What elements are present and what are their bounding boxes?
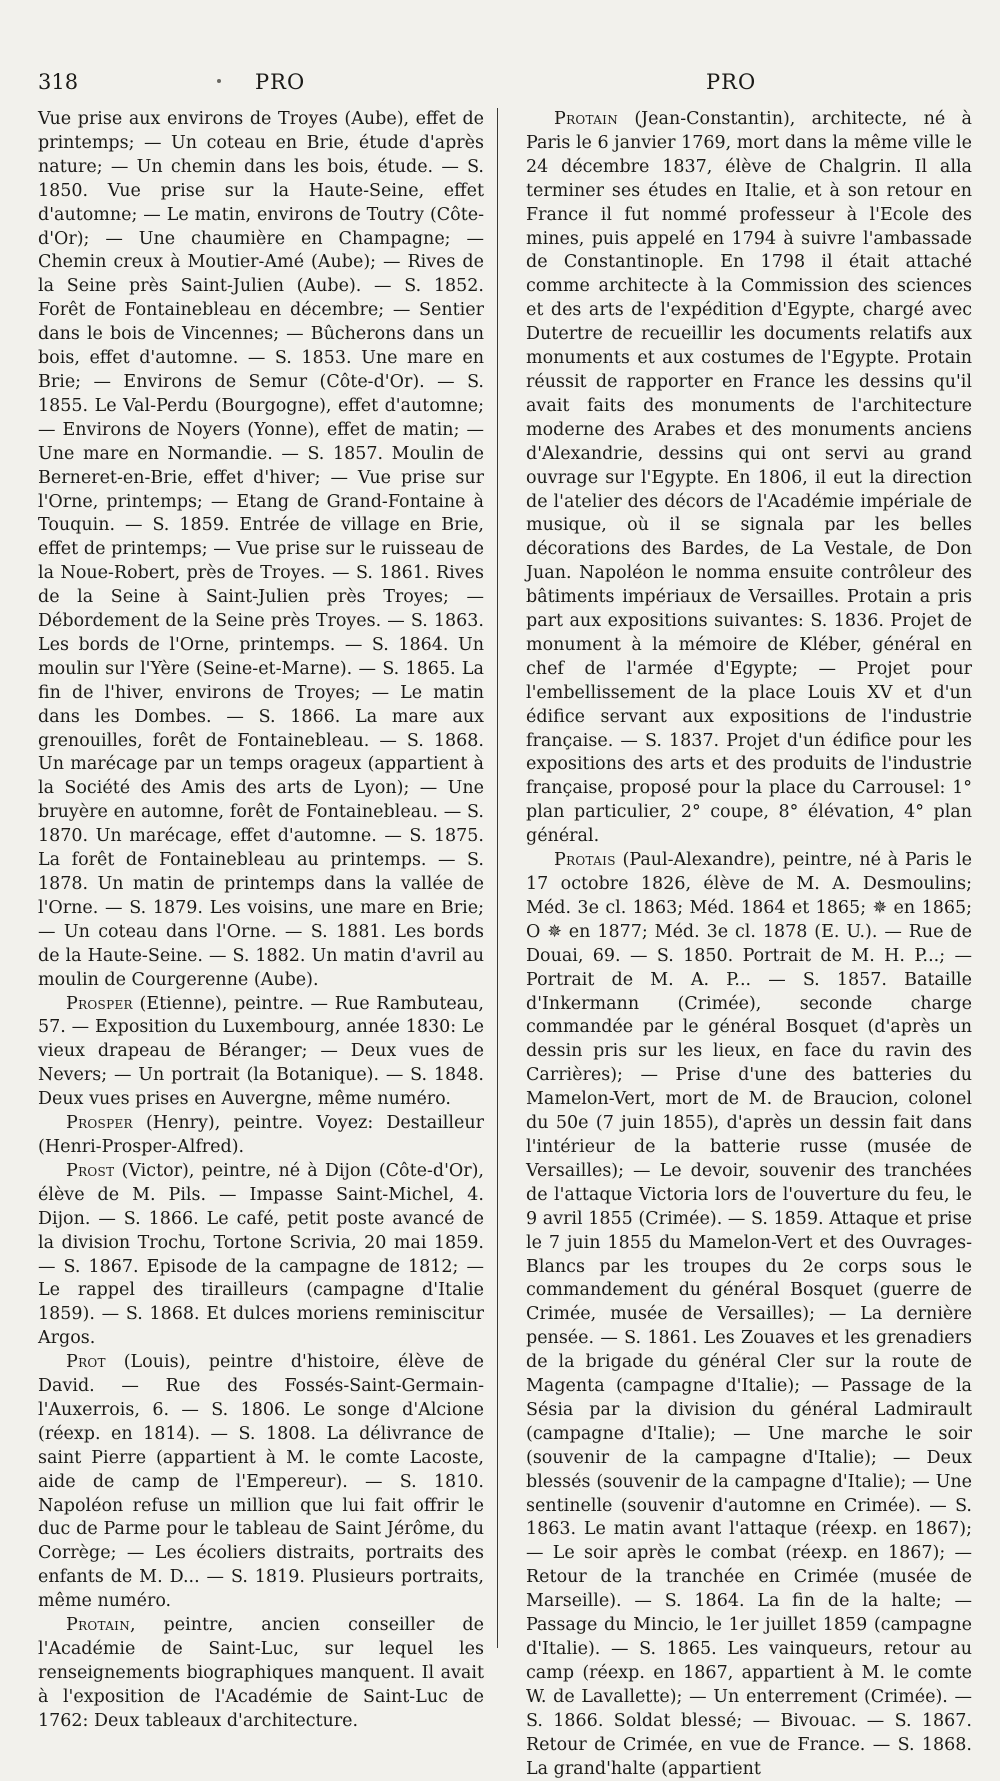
entry-text: (Jean-Constantin), architecte, né à Paris le 6 janvier 1769, mort dans la même ville le 24 décembre 1837, élève de Chalgrin. Il alla terminer ses études en Italie, et à son retour en France il fut nommé professeur à l'Ecole des mines, puis appelé en 1794 à suivre l'ambassade de Constantinople. En 1798 il était attaché comme architecte à la Commission des sciences et des arts de l'expédition d'Egypte, chargé avec Dutertre de recueillir les documents relatifs aux monuments et aux costumes de l'Egypte. Protain réussit de rapporter en France les dessins qu'il avait faits des monuments de l'architecture moderne des Arabes et des monuments anciens d'Alexandrie, dessins qui ont servi au grand ouvrage sur l'Egypte. En 1806, il eut la direction de l'atelier des décors de l'Académie impériale de musique, où il se signala par les belles décorations des Bardes, de La Vestale, de Don Juan. Napoléon le nomma ensuite contrôleur des bâtiments impériaux de Versailles. Protain a pris part aux expositions suivantes: S. 1836. Projet de monument à la mémoire de Kléber, général en chef de l'armée d'Egypte; — Projet pour l'embellissement de la place Louis XV et d'un édifice servant aux expositions de l'industrie française. — S. 1837. Projet d'un édifice pour les expositions des arts et des produits de l'industrie française, proposé pour la place du Carrousel: 1° plan particulier, 2° coupe, 8° élévation, 4° plan général. (526, 109, 972, 847)
entry-name: Protain (554, 109, 619, 129)
entry-text: , peintre, ancien conseiller de l'Académie de Saint-Luc, sur lequel les renseignements biographiques manquent. Il avait à l'exposition de l'Académie de Saint-Luc de 1762: Deux tableaux d'architecture. (38, 1615, 484, 1731)
entry-name: Protais (554, 850, 616, 871)
running-head-right: PRO (706, 70, 757, 94)
entry-text: (Henry), peintre. Voyez: Destailleur (Henri-Prosper-Alfred). (38, 1113, 484, 1157)
entry-prosper-henry (38, 1112, 484, 1160)
entry-continuation (38, 108, 484, 993)
entry-name: Prosper (66, 1113, 133, 1134)
entry-text: (Victor), peintre, né à Dijon (Côte-d'Or), élève de M. Pils. — Impasse Saint-Michel, 4. Dijon. — S. 1866. Le café, petit poste avancé de la division Trochu, Tortone Scrivia, 20 mai 1859. — S. 1867. Episode de la campagne de 1812; — Le rappel des tirailleurs (campagne d'Italie 1859). — S. 1868. Et dulces moriens reminiscitur Argos. (38, 1160, 484, 1349)
right-column (526, 108, 972, 1781)
page-number: 318 (38, 70, 79, 94)
left-column (38, 108, 484, 1734)
entry-text: (Paul-Alexandre), peintre, né à Paris le 17 octobre 1826, élève de M. A. Desmoulins; Méd. 3e cl. 1863; Méd. 1864 et 1865; ✵ en 1865; O ✵ en 1877; Méd. 3e cl. 1878 (E. U.). — Rue de Douai, 69. — S. 1850. Portrait de M. H. P...; — Portrait de M. A. P... — S. 1857. Bataille d'Inkermann (Crimée), seconde charge commandée par le général Bosquet (d'après un dessin pris sur les lieux, en face du ravin des Carrières); — Prise d'une des batteries du Mamelon-Vert, mort de M. de Braucion, colonel du 50e (7 juin 1855), d'après un dessin fait dans l'intérieur de la batterie russe (musée de Versailles); — Le devoir, souvenir des tranchées de l'attaque Victoria lors de l'ouverture du feu, le 9 avril 1855 (Crimée). — S. 1859. Attaque et prise le 7 juin 1855 du Mamelon-Vert et des Ouvrages-Blancs par les troupes du 2e corps sous le commandement du général Bosquet (guerre de Crimée, musée de Versailles); — La dernière pensée. — S. 1861. Les Zouaves et les grenadiers de la brigade du général Cler sur la route de Magenta (campagne d'Italie); — Passage de la Sésia par la division du général Ladmirault (campagne d'Italie); — Une marche le soir (souvenir de la campagne d'Italie); — Deux blessés (souvenir de la campagne d'Italie); — Une sentinelle (souvenir d'automne en Crimée). — S. 1863. Le matin avant l'attaque (réexp. en 1867); — Le soir après le combat (réexp. en 1867); — Retour de la tranchée en Crimée (musée de Marseille). — S. 1864. La fin de la halte; — Passage du Mincio, le 1er juillet 1859 (campagne d'Italie). — S. 1865. Les vainqueurs, retour au camp (réexp. en 1867, appartient à M. le comte W. de Lavallette); — Un enterrement (Crimée). — S. 1866. Soldat blessé; — Bivouac. — S. 1867. Retour de Crimée, en vue de France. — S. 1868. La grand'halte (appartient (526, 850, 972, 1779)
entry-protain-peintre (38, 1614, 484, 1734)
entry-name: Protain (66, 1615, 131, 1636)
running-head-left: PRO (255, 70, 306, 94)
header-dot (217, 79, 221, 83)
entry-text: (Louis), peintre d'histoire, élève de David. — Rue des Fossés-Saint-Germain-l'Auxerrois, 6. — S. 1806. Le songe d'Alcione (réexp. en 1814). — S. 1808. La délivrance de saint Pierre (appartient à M. le comte Lacoste, aide de camp de l'Empereur). — S. 1810. Napoléon refuse un million que lui fait offrir le duc de Parme pour le tableau de Saint Jérôme, du Corrège; — Les écoliers distraits, portraits des enfants de M. D... — S. 1819. Plusieurs portraits, même numéro. (38, 1352, 484, 1612)
entry-prost (38, 1160, 484, 1351)
entry-prot (38, 1351, 484, 1614)
entry-protais (526, 849, 972, 1781)
entry-name: Prot (66, 1352, 106, 1373)
entry-name: Prost (66, 1160, 115, 1181)
entry-text: Vue prise aux environs de Troyes (Aube), effet de printemps; — Un coteau en Brie, étude d'après nature; — Un chemin dans les bois, étude. — S. 1850. Vue prise sur la Haute-Seine, effet d'automne; — Le matin, environs de Toutry (Côte-d'Or); — Une chaumière en Champagne; — Chemin creux à Moutier-Amé (Aube); — Rives de la Seine près Saint-Julien (Aube). — S. 1852. Forêt de Fontainebleau en décembre; — Sentier dans le bois de Vincennes; — Bûcherons dans un bois, effet d'automne. — S. 1853. Une mare en Brie; — Environs de Semur (Côte-d'Or). — S. 1855. Le Val-Perdu (Bourgogne), effet d'automne; — Environs de Noyers (Yonne), effet de matin; — Une mare en Normandie. — S. 1857. Moulin de Berneret-en-Brie, effet d'hiver; — Vue prise sur l'Orne, printemps; — Etang de Grand-Fontaine à Touquin. — S. 1859. Entrée de village en Brie, effet de printemps; — Vue prise sur le ruisseau de la Noue-Robert, près de Troyes. — S. 1861. Rives de la Seine à Saint-Julien près Troyes; — Débordement de la Seine près Troyes. — S. 1863. Les bords de l'Orne, printemps. — S. 1864. Un moulin sur l'Yère (Seine-et-Marne). — S. 1865. La fin de l'hiver, environs de Troyes; — Le matin dans les Dombes. — S. 1866. La mare aux grenouilles, forêt de Fontainebleau. — S. 1868. Un marécage par un temps orageux (appartient à la Société des Amis des arts de Lyon); — Une bruyère en automne, forêt de Fontainebleau. — S. 1870. Un marécage, effet d'automne. — S. 1875. La forêt de Fontainebleau au printemps. — S. 1878. Un matin de printemps dans la vallée de l'Orne. — S. 1879. Les voisins, une mare en Brie; — Un coteau dans l'Orne. — S. 1881. Les bords de la Haute-Seine. — S. 1882. Un matin d'avril au moulin de Courgerenne (Aube). (38, 109, 484, 990)
column-divider (497, 108, 498, 1648)
entry-text: (Etienne), peintre. — Rue Rambuteau, 57. — Exposition du Luxembourg, année 1830: Le vieux drapeau de Béranger; — Deux vues de Nevers; — Un portrait (la Botanique). — S. 1848. Deux vues prises en Auvergne, même numéro. (38, 993, 484, 1110)
entry-protain-jean-constantin (526, 108, 972, 849)
entry-name: Prosper (66, 993, 133, 1014)
entry-prosper-etienne (38, 993, 484, 1113)
